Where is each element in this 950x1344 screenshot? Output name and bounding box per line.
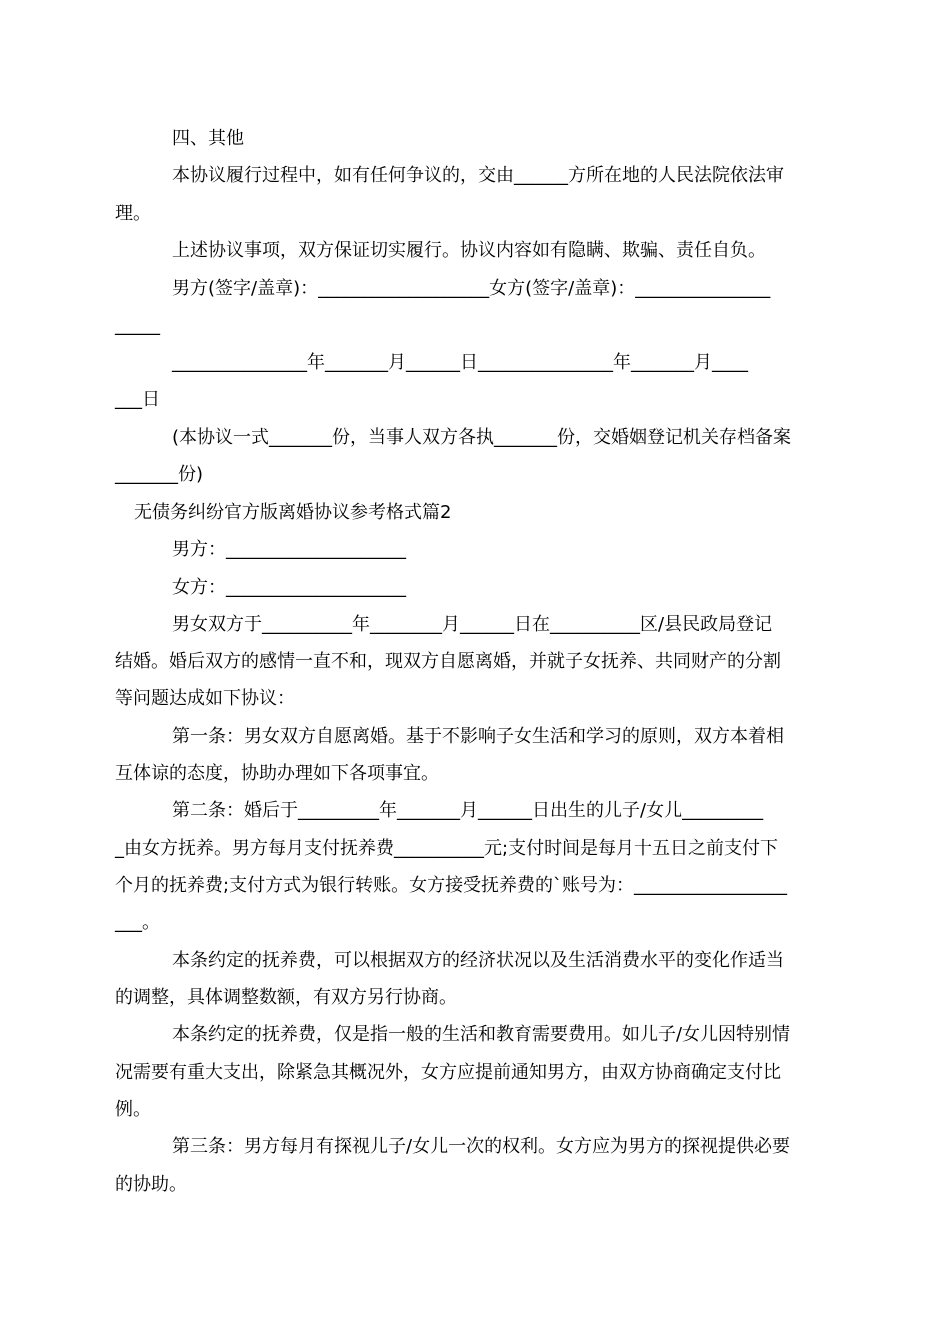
paragraph-line: 理。 (115, 203, 151, 224)
male-party-field: 男方：____________________ (172, 539, 406, 560)
article-1-line: 互体谅的态度，协助办理如下各项事宜。 (115, 763, 439, 784)
date-line-continued: ___日 (115, 389, 160, 410)
signature-line: 男方(签字/盖章)：___________________女方(签字/盖章)：_______________ (172, 278, 771, 299)
article-2-line: _由女方抚养。男方每月支付抚养费__________元;支付时间是每月十五日之前支付下 (115, 838, 779, 859)
paragraph-line: 本条约定的抚养费，可以根据双方的经济状况以及生活消费水平的变化作适当 (172, 950, 784, 971)
copies-note-continued: _______份) (115, 464, 204, 485)
section-title: 无债务纠纷官方版离婚协议参考格式篇2 (134, 502, 452, 523)
date-line: _______________年_______月______日_______________年_______月____ (172, 352, 748, 373)
paragraph-line: 本条约定的抚养费，仅是指一般的生活和教育需要费用。如儿子/女儿因特别情 (172, 1024, 791, 1045)
paragraph-line: 本协议履行过程中，如有任何争议的，交由______方所在地的人民法院依法审 (172, 165, 784, 186)
section-heading-other: 四、其他 (172, 128, 244, 149)
paragraph-line: 男女双方于__________年________月______日在__________区/县民政局登记 (172, 614, 773, 635)
paragraph-line: 等问题达成如下协议： (115, 688, 295, 709)
article-2-line: ___。 (115, 912, 160, 933)
female-party-field: 女方：____________________ (172, 577, 406, 598)
paragraph-line: 的调整，具体调整数额，有双方另行协商。 (115, 987, 457, 1008)
article-2-line: 个月的抚养费;支付方式为银行转账。女方接受抚养费的`账号为：_________________ (115, 875, 788, 896)
article-3-line: 的协助。 (115, 1174, 187, 1195)
article-2-line: 第二条：婚后于_________年_______月______日出生的儿子/女儿_________ (172, 800, 764, 821)
copies-note: (本协议一式_______份，当事人双方各执_______份，交婚姻登记机关存档备案 (172, 427, 792, 448)
paragraph-line: 例。 (115, 1099, 151, 1120)
paragraph-line: 上述协议事项，双方保证切实履行。协议内容如有隐瞒、欺骗、责任自负。 (172, 240, 766, 261)
article-3-line: 第三条：男方每月有探视儿子/女儿一次的权利。女方应为男方的探视提供必要 (172, 1136, 791, 1157)
paragraph-line: 况需要有重大支出，除紧急其概况外，女方应提前通知男方，由双方协商确定支付比 (115, 1062, 781, 1083)
signature-line-continued: _____ (115, 315, 160, 336)
paragraph-line: 结婚。婚后双方的感情一直不和，现双方自愿离婚，并就子女抚养、共同财产的分割 (115, 651, 781, 672)
article-1-line: 第一条：男女双方自愿离婚。基于不影响子女生活和学习的原则，双方本着相 (172, 726, 784, 747)
